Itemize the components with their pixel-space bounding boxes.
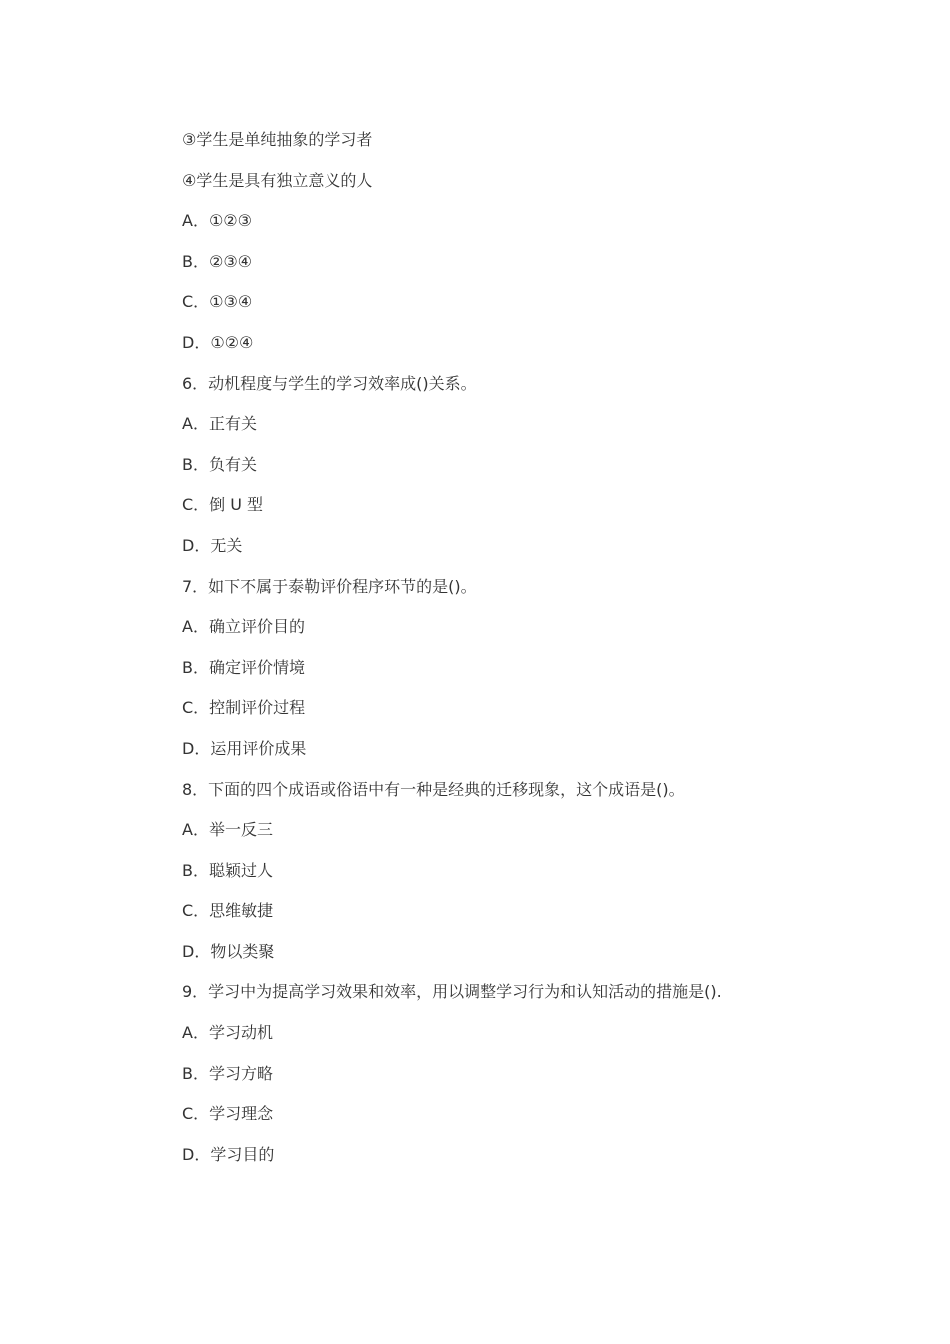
question-7: 7．如下不属于泰勒评价程序环节的是()。	[182, 576, 477, 596]
q7-option-b: B．确定评价情境	[182, 657, 305, 677]
q9-option-c: C．学习理念	[182, 1104, 274, 1124]
q8-option-b: B．聪颖过人	[182, 860, 273, 880]
document-content	[182, 128, 842, 1183]
q5-option-b: B．②③④	[182, 251, 253, 271]
q6-option-b: B．负有关	[182, 454, 257, 474]
q7-option-d: D．运用评价成果	[182, 738, 307, 758]
question-6: 6．动机程度与学生的学习效率成()关系。	[182, 373, 477, 393]
q5-option-d: D．①②④	[182, 332, 254, 352]
q7-option-c: C．控制评价过程	[182, 698, 306, 718]
q9-option-b: B．学习方略	[182, 1063, 273, 1083]
q9-option-d: D．学习目的	[182, 1144, 275, 1164]
q6-option-a: A．正有关	[182, 414, 257, 434]
q9-option-a: A．学习动机	[182, 1023, 273, 1043]
q5-option-a: A．①②③	[182, 211, 252, 231]
q7-option-a: A．确立评价目的	[182, 617, 305, 637]
q8-option-d: D．物以类聚	[182, 941, 275, 961]
q6-option-d: D．无关	[182, 535, 243, 555]
question-8: 8．下面的四个成语或俗语中有一种是经典的迁移现象，这个成语是()。	[182, 779, 685, 799]
statement-4: ④学生是具有独立意义的人	[182, 170, 373, 190]
q8-option-a: A．举一反三	[182, 820, 273, 840]
q6-option-c: C．倒 U 型	[182, 495, 264, 515]
q8-option-c: C．思维敏捷	[182, 901, 274, 921]
q5-option-c: C．①③④	[182, 292, 253, 312]
statement-3: ③学生是单纯抽象的学习者	[182, 130, 373, 149]
question-9: 9．学习中为提高学习效果和效率，用以调整学习行为和认知活动的措施是().	[182, 982, 722, 1002]
